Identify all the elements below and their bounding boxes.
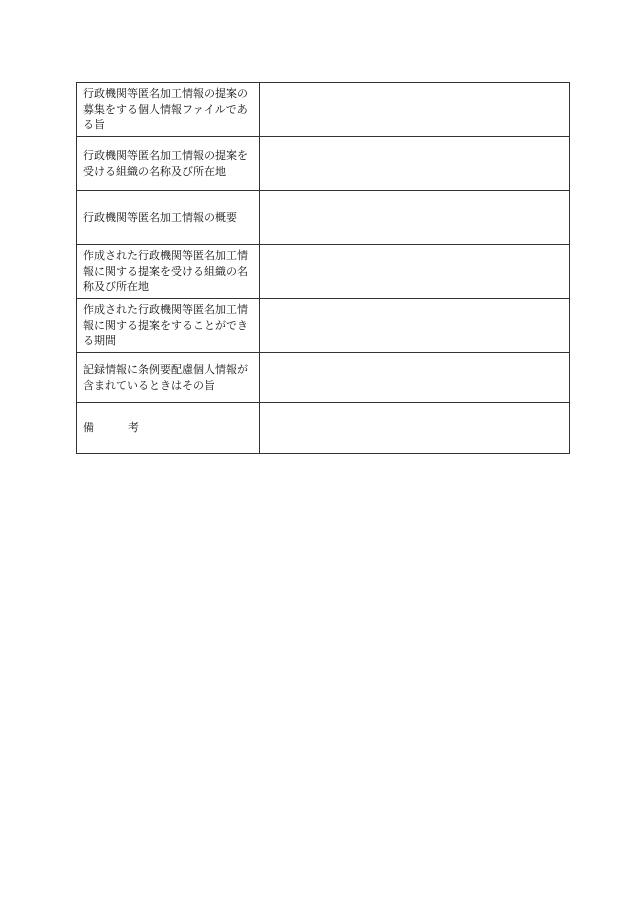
- table-row: [77, 191, 570, 245]
- remarks-label-char: 考: [128, 421, 139, 435]
- remarks-label: [77, 403, 260, 454]
- row-label: 行政機関等匿名加工情報の概要: [77, 191, 260, 245]
- row-value-field[interactable]: [260, 83, 570, 137]
- table-row: [77, 83, 570, 137]
- table-row: [77, 299, 570, 353]
- row-label: 行政機関等匿名加工情報の提案の募集をする個人情報ファイルである旨: [77, 83, 260, 137]
- remarks-row: [77, 403, 570, 454]
- table-row: [77, 137, 570, 191]
- row-label: 作成された行政機関等匿名加工情報に関する提案を受ける組織の名称及び所在地: [77, 245, 260, 299]
- row-label: 記録情報に条例要配慮個人情報が含まれているときはその旨: [77, 353, 260, 403]
- row-label: 作成された行政機関等匿名加工情報に関する提案をすることができる期間: [77, 299, 260, 353]
- row-value-field[interactable]: [260, 299, 570, 353]
- remarks-value-field[interactable]: [260, 403, 570, 454]
- row-value-field[interactable]: [260, 137, 570, 191]
- table-row: [77, 353, 570, 403]
- disclosure-form-table: [76, 82, 570, 454]
- row-value-field[interactable]: [260, 245, 570, 299]
- row-value-field[interactable]: [260, 191, 570, 245]
- row-label: 行政機関等匿名加工情報の提案を受ける組織の名称及び所在地: [77, 137, 260, 191]
- remarks-label-char: 備: [83, 421, 94, 435]
- row-value-field[interactable]: [260, 353, 570, 403]
- table-row: [77, 245, 570, 299]
